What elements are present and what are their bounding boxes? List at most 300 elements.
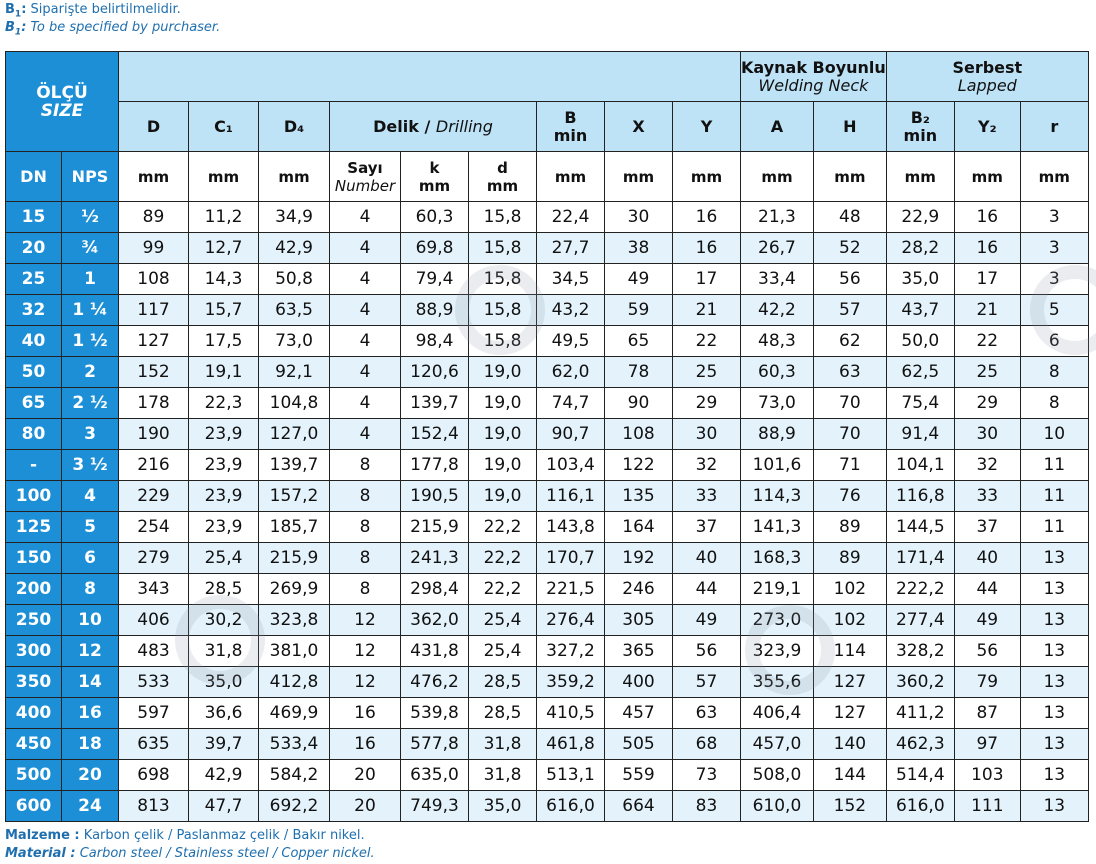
table-cell: 60,3 <box>401 202 469 233</box>
table-cell: 813 <box>119 791 189 822</box>
table-cell: 50,0 <box>886 326 954 357</box>
cell-dn: 350 <box>6 667 62 698</box>
table-cell: 170,7 <box>537 543 605 574</box>
table-row <box>6 295 1089 326</box>
table-cell: 73,0 <box>741 388 814 419</box>
cell-nps: 12 <box>62 636 119 667</box>
col-B2-min: B₂ min <box>886 102 954 152</box>
dimension-table-wrapper <box>5 51 1089 822</box>
table-cell: 215,9 <box>401 512 469 543</box>
table-cell: 22,2 <box>469 543 537 574</box>
table-cell: 323,9 <box>741 636 814 667</box>
cell-nps: 6 <box>62 543 119 574</box>
table-cell: 462,3 <box>886 729 954 760</box>
table-cell: 50,8 <box>259 264 330 295</box>
table-cell: 111 <box>954 791 1020 822</box>
cell-dn: 80 <box>6 419 62 450</box>
table-cell: 457 <box>605 698 673 729</box>
table-cell: 102 <box>813 574 886 605</box>
table-cell: 559 <box>605 760 673 791</box>
table-cell: 4 <box>330 419 401 450</box>
table-cell: 16 <box>673 202 741 233</box>
table-cell: 411,2 <box>886 698 954 729</box>
table-cell: 13 <box>1020 698 1088 729</box>
table-cell: 15,7 <box>189 295 259 326</box>
cell-nps: 20 <box>62 760 119 791</box>
table-cell: 19,1 <box>189 357 259 388</box>
table-cell: 89 <box>813 512 886 543</box>
cell-dn: 250 <box>6 605 62 636</box>
table-cell: 4 <box>330 264 401 295</box>
table-cell: 323,8 <box>259 605 330 636</box>
table-cell: 116,8 <box>886 481 954 512</box>
table-cell: 48,3 <box>741 326 814 357</box>
table-cell: 23,9 <box>189 481 259 512</box>
table-cell: 533 <box>119 667 189 698</box>
table-cell: 171,4 <box>886 543 954 574</box>
table-cell: 23,9 <box>189 419 259 450</box>
table-row <box>6 760 1089 791</box>
table-cell: 21 <box>954 295 1020 326</box>
table-cell: 23,9 <box>189 450 259 481</box>
table-cell: 8 <box>1020 357 1088 388</box>
table-cell: 144,5 <box>886 512 954 543</box>
table-cell: 17 <box>954 264 1020 295</box>
table-cell: 92,1 <box>259 357 330 388</box>
table-cell: 3 <box>1020 202 1088 233</box>
table-cell: 469,9 <box>259 698 330 729</box>
table-cell: 513,1 <box>537 760 605 791</box>
cell-dn: 150 <box>6 543 62 574</box>
cell-nps: 14 <box>62 667 119 698</box>
table-cell: 40 <box>954 543 1020 574</box>
cell-dn: 100 <box>6 481 62 512</box>
table-cell: 25,4 <box>469 605 537 636</box>
cell-nps: 2 ½ <box>62 388 119 419</box>
table-cell: 43,2 <box>537 295 605 326</box>
table-cell: 127 <box>813 698 886 729</box>
table-cell: 47,7 <box>189 791 259 822</box>
cell-nps: 18 <box>62 729 119 760</box>
table-cell: 144 <box>813 760 886 791</box>
table-row <box>6 574 1089 605</box>
table-cell: 127,0 <box>259 419 330 450</box>
col-B-min: B min <box>537 102 605 152</box>
table-cell: 8 <box>330 450 401 481</box>
table-cell: 90 <box>605 388 673 419</box>
table-cell: 14,3 <box>189 264 259 295</box>
table-cell: 514,4 <box>886 760 954 791</box>
table-cell: 68 <box>673 729 741 760</box>
table-cell: 13 <box>1020 605 1088 636</box>
table-cell: 28,2 <box>886 233 954 264</box>
table-cell: 13 <box>1020 667 1088 698</box>
cell-dn: 40 <box>6 326 62 357</box>
table-cell: 88,9 <box>741 419 814 450</box>
table-cell: 49 <box>673 605 741 636</box>
table-cell: 343 <box>119 574 189 605</box>
table-cell: 15,8 <box>469 202 537 233</box>
table-cell: 3 <box>1020 233 1088 264</box>
table-cell: 241,3 <box>401 543 469 574</box>
table-cell: 73 <box>673 760 741 791</box>
table-cell: 276,4 <box>537 605 605 636</box>
table-cell: 74,7 <box>537 388 605 419</box>
table-cell: 168,3 <box>741 543 814 574</box>
table-cell: 10 <box>1020 419 1088 450</box>
table-cell: 412,8 <box>259 667 330 698</box>
table-cell: 597 <box>119 698 189 729</box>
table-row <box>6 202 1089 233</box>
table-cell: 177,8 <box>401 450 469 481</box>
table-cell: 31,8 <box>469 729 537 760</box>
table-cell: 8 <box>1020 388 1088 419</box>
table-cell: 22,2 <box>469 574 537 605</box>
material-note-en: Material : Carbon steel / Stainless steel / Copper nickel. <box>5 846 375 861</box>
table-cell: 30 <box>954 419 1020 450</box>
table-cell: 75,4 <box>886 388 954 419</box>
table-cell: 37 <box>954 512 1020 543</box>
table-cell: 33,4 <box>741 264 814 295</box>
header-blank <box>119 52 741 102</box>
cell-nps: 24 <box>62 791 119 822</box>
table-row <box>6 512 1089 543</box>
table-cell: 16 <box>673 233 741 264</box>
table-cell: 21 <box>673 295 741 326</box>
table-row <box>6 729 1089 760</box>
table-cell: 59 <box>605 295 673 326</box>
unit-mm: mm <box>537 152 605 202</box>
table-cell: 616,0 <box>537 791 605 822</box>
table-cell: 76 <box>813 481 886 512</box>
table-cell: 62,0 <box>537 357 605 388</box>
table-cell: 19,0 <box>469 388 537 419</box>
table-cell: 400 <box>605 667 673 698</box>
table-cell: 87 <box>954 698 1020 729</box>
table-cell: 12 <box>330 605 401 636</box>
table-cell: 8 <box>330 481 401 512</box>
cell-nps: ½ <box>62 202 119 233</box>
table-cell: 152,4 <box>401 419 469 450</box>
table-cell: 62,5 <box>886 357 954 388</box>
table-cell: 19,0 <box>469 357 537 388</box>
table-cell: 28,5 <box>189 574 259 605</box>
cell-dn: 450 <box>6 729 62 760</box>
table-cell: 222,2 <box>886 574 954 605</box>
table-row <box>6 419 1089 450</box>
table-cell: 15,8 <box>469 295 537 326</box>
table-cell: 60,3 <box>741 357 814 388</box>
table-cell: 69,8 <box>401 233 469 264</box>
table-cell: 157,2 <box>259 481 330 512</box>
table-cell: 406,4 <box>741 698 814 729</box>
col-DN: DN <box>6 152 62 202</box>
table-cell: 152 <box>119 357 189 388</box>
table-cell: 635,0 <box>401 760 469 791</box>
table-cell: 692,2 <box>259 791 330 822</box>
table-cell: 305 <box>605 605 673 636</box>
unit-mm: mm <box>119 152 189 202</box>
table-row <box>6 388 1089 419</box>
table-cell: 164 <box>605 512 673 543</box>
col-D4: D₄ <box>259 102 330 152</box>
table-cell: 42,2 <box>741 295 814 326</box>
table-cell: 431,8 <box>401 636 469 667</box>
table-cell: 539,8 <box>401 698 469 729</box>
table-cell: 11 <box>1020 512 1088 543</box>
table-cell: 190 <box>119 419 189 450</box>
unit-mm: mm <box>954 152 1020 202</box>
table-cell: 22 <box>673 326 741 357</box>
cell-nps: 5 <box>62 512 119 543</box>
table-cell: 139,7 <box>259 450 330 481</box>
unit-mm: mm <box>1020 152 1088 202</box>
table-cell: 362,0 <box>401 605 469 636</box>
table-cell: 88,9 <box>401 295 469 326</box>
table-cell: 120,6 <box>401 357 469 388</box>
table-cell: 216 <box>119 450 189 481</box>
table-cell: 117 <box>119 295 189 326</box>
table-cell: 104,8 <box>259 388 330 419</box>
table-cell: 298,4 <box>401 574 469 605</box>
table-cell: 360,2 <box>886 667 954 698</box>
table-cell: 359,2 <box>537 667 605 698</box>
cell-nps: 1 ½ <box>62 326 119 357</box>
table-cell: 25,4 <box>469 636 537 667</box>
cell-nps: ¾ <box>62 233 119 264</box>
table-cell: 97 <box>954 729 1020 760</box>
table-row <box>6 357 1089 388</box>
col-Y2: Y₂ <box>954 102 1020 152</box>
unit-mm: mm <box>813 152 886 202</box>
col-NPS: NPS <box>62 152 119 202</box>
material-note-tr: Malzeme : Karbon çelik / Paslanmaz çelik / Bakır nikel. <box>5 828 365 843</box>
table-cell: 508,0 <box>741 760 814 791</box>
table-cell: 27,7 <box>537 233 605 264</box>
cell-dn: 65 <box>6 388 62 419</box>
col-number: Sayı Number <box>330 152 401 202</box>
col-d-mm: d mm <box>469 152 537 202</box>
table-cell: 192 <box>605 543 673 574</box>
table-cell: 664 <box>605 791 673 822</box>
table-cell: 116,1 <box>537 481 605 512</box>
table-cell: 43,7 <box>886 295 954 326</box>
flange-dimension-table <box>5 51 1089 822</box>
table-cell: 31,8 <box>189 636 259 667</box>
table-row <box>6 481 1089 512</box>
cell-dn: 15 <box>6 202 62 233</box>
table-cell: 616,0 <box>886 791 954 822</box>
cell-dn: 500 <box>6 760 62 791</box>
table-cell: 25 <box>954 357 1020 388</box>
table-cell: 15,8 <box>469 233 537 264</box>
table-cell: 355,6 <box>741 667 814 698</box>
table-cell: 30 <box>673 419 741 450</box>
table-cell: 39,7 <box>189 729 259 760</box>
unit-mm: mm <box>886 152 954 202</box>
table-cell: 273,0 <box>741 605 814 636</box>
table-cell: 12 <box>330 667 401 698</box>
note-b1-en: $B_1$: To be specified by purchaser. <box>5 20 221 38</box>
table-cell: 79 <box>954 667 1020 698</box>
lapped-header: Serbest Lapped <box>886 52 1088 102</box>
cell-nps: 1 <box>62 264 119 295</box>
table-cell: 190,5 <box>401 481 469 512</box>
table-cell: 98,4 <box>401 326 469 357</box>
drilling-header: Delik / Drilling <box>330 102 537 152</box>
table-cell: 101,6 <box>741 450 814 481</box>
table-cell: 42,9 <box>259 233 330 264</box>
cell-dn: 50 <box>6 357 62 388</box>
table-cell: 33 <box>954 481 1020 512</box>
table-cell: 141,3 <box>741 512 814 543</box>
table-cell: 19,0 <box>469 481 537 512</box>
table-cell: 16 <box>330 698 401 729</box>
cell-nps: 10 <box>62 605 119 636</box>
cell-nps: 2 <box>62 357 119 388</box>
table-cell: 102 <box>813 605 886 636</box>
table-cell: 114,3 <box>741 481 814 512</box>
table-row <box>6 326 1089 357</box>
cell-nps: 3 <box>62 419 119 450</box>
table-cell: 44 <box>954 574 1020 605</box>
table-cell: 65 <box>605 326 673 357</box>
table-cell: 57 <box>813 295 886 326</box>
table-cell: 90,7 <box>537 419 605 450</box>
table-cell: 4 <box>330 388 401 419</box>
table-cell: 254 <box>119 512 189 543</box>
table-cell: 30,2 <box>189 605 259 636</box>
table-cell: 42,9 <box>189 760 259 791</box>
table-cell: 49 <box>954 605 1020 636</box>
cell-dn: 20 <box>6 233 62 264</box>
table-cell: 63,5 <box>259 295 330 326</box>
table-cell: 143,8 <box>537 512 605 543</box>
table-cell: 108 <box>119 264 189 295</box>
cell-nps: 8 <box>62 574 119 605</box>
table-cell: 13 <box>1020 574 1088 605</box>
unit-mm: mm <box>605 152 673 202</box>
table-cell: 15,8 <box>469 326 537 357</box>
table-cell: 215,9 <box>259 543 330 574</box>
table-cell: 610,0 <box>741 791 814 822</box>
unit-mm: mm <box>259 152 330 202</box>
table-cell: 63 <box>673 698 741 729</box>
table-row <box>6 667 1089 698</box>
cell-nps: 4 <box>62 481 119 512</box>
table-cell: 44 <box>673 574 741 605</box>
cell-dn: 25 <box>6 264 62 295</box>
table-cell: 3 <box>1020 264 1088 295</box>
table-cell: 29 <box>673 388 741 419</box>
table-cell: 70 <box>813 419 886 450</box>
table-cell: 22,3 <box>189 388 259 419</box>
table-row <box>6 264 1089 295</box>
table-row <box>6 233 1089 264</box>
table-cell: 178 <box>119 388 189 419</box>
table-cell: 32 <box>673 450 741 481</box>
table-cell: 103 <box>954 760 1020 791</box>
table-cell: 269,9 <box>259 574 330 605</box>
table-cell: 13 <box>1020 543 1088 574</box>
table-cell: 277,4 <box>886 605 954 636</box>
table-cell: 48 <box>813 202 886 233</box>
table-cell: 71 <box>813 450 886 481</box>
table-cell: 52 <box>813 233 886 264</box>
table-cell: 91,4 <box>886 419 954 450</box>
table-row <box>6 698 1089 729</box>
table-cell: 17,5 <box>189 326 259 357</box>
table-cell: 29 <box>954 388 1020 419</box>
table-cell: 19,0 <box>469 419 537 450</box>
table-cell: 13 <box>1020 791 1088 822</box>
table-cell: 108 <box>605 419 673 450</box>
table-cell: 57 <box>673 667 741 698</box>
table-cell: 35,0 <box>886 264 954 295</box>
table-cell: 505 <box>605 729 673 760</box>
table-cell: 16 <box>954 233 1020 264</box>
col-r: r <box>1020 102 1088 152</box>
col-H: H <box>813 102 886 152</box>
table-cell: 28,5 <box>469 667 537 698</box>
table-cell: 381,0 <box>259 636 330 667</box>
col-A: A <box>741 102 814 152</box>
col-C1: C₁ <box>189 102 259 152</box>
table-cell: 36,6 <box>189 698 259 729</box>
table-cell: 70 <box>813 388 886 419</box>
unit-mm: mm <box>673 152 741 202</box>
table-cell: 25 <box>673 357 741 388</box>
table-cell: 15,8 <box>469 264 537 295</box>
table-cell: 13 <box>1020 729 1088 760</box>
table-cell: 40 <box>673 543 741 574</box>
table-cell: 37 <box>673 512 741 543</box>
table-cell: 73,0 <box>259 326 330 357</box>
table-cell: 11 <box>1020 481 1088 512</box>
table-cell: 12,7 <box>189 233 259 264</box>
cell-dn: 400 <box>6 698 62 729</box>
table-cell: 13 <box>1020 760 1088 791</box>
table-cell: 221,5 <box>537 574 605 605</box>
table-cell: 533,4 <box>259 729 330 760</box>
table-cell: 16 <box>954 202 1020 233</box>
table-cell: 328,2 <box>886 636 954 667</box>
table-row <box>6 636 1089 667</box>
table-cell: 22 <box>954 326 1020 357</box>
table-cell: 152 <box>813 791 886 822</box>
table-cell: 135 <box>605 481 673 512</box>
table-cell: 34,5 <box>537 264 605 295</box>
table-cell: 6 <box>1020 326 1088 357</box>
table-cell: 33 <box>673 481 741 512</box>
table-cell: 20 <box>330 760 401 791</box>
table-cell: 20 <box>330 791 401 822</box>
table-cell: 12 <box>330 636 401 667</box>
table-cell: 99 <box>119 233 189 264</box>
cell-dn: 200 <box>6 574 62 605</box>
cell-nps: 1 ¼ <box>62 295 119 326</box>
table-cell: 461,8 <box>537 729 605 760</box>
table-cell: 410,5 <box>537 698 605 729</box>
table-cell: 11 <box>1020 450 1088 481</box>
table-cell: 34,9 <box>259 202 330 233</box>
table-cell: 114 <box>813 636 886 667</box>
unit-mm: mm <box>189 152 259 202</box>
table-cell: 78 <box>605 357 673 388</box>
table-cell: 8 <box>330 543 401 574</box>
size-header: ÖLÇÜ SIZE <box>6 52 119 152</box>
cell-dn: - <box>6 450 62 481</box>
